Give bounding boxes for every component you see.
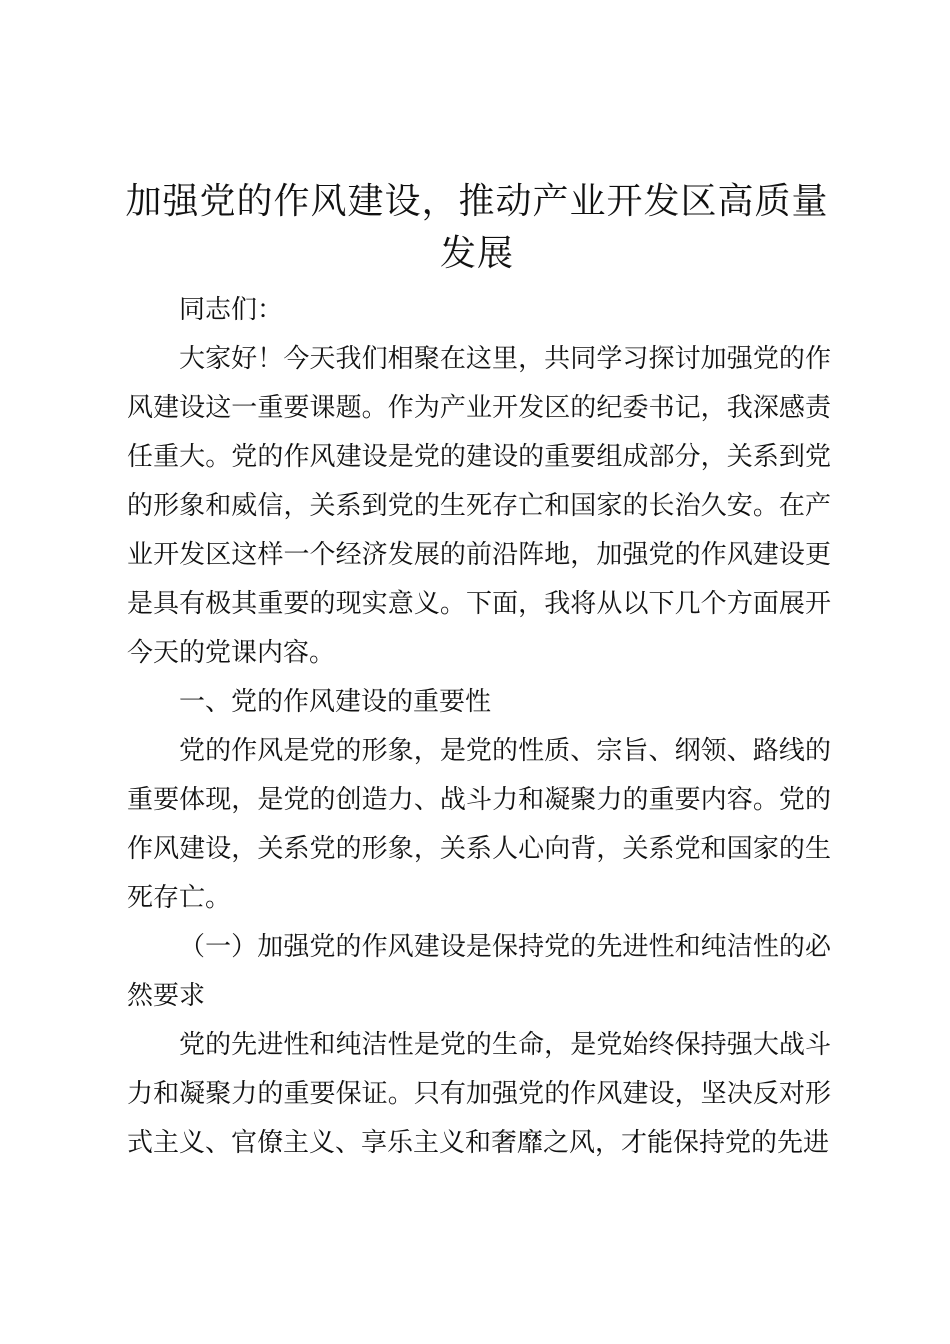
subsection-heading-1: （一）加强党的作风建设是保持党的先进性和纯洁性的必然要求 <box>127 932 831 1011</box>
document-title: 加强党的作风建设，推动产业开发区高质量发展 <box>125 181 829 274</box>
section-heading-1: 一、党的作风建设的重要性 <box>179 687 492 717</box>
salutation: 同志们： <box>179 295 284 325</box>
paragraph-section-1: 党的作风是党的形象，是党的性质、宗旨、纲领、路线的重要体现，是党的创造力、战斗力和凝聚力的重要内容。党的作风建设，关系党的形象，关系人心向背，关系党和国家的生死存亡。 <box>127 736 831 913</box>
paragraph-intro: 大家好！今天我们相聚在这里，共同学习探讨加强党的作风建设这一重要课题。作为产业开发区的纪委书记，我深感责任重大。党的作风建设是党的建设的重要组成部分，关系到党的形象和威信，关系到党的生死存亡和国家的长治久安。在产业开发区这样一个经济发展的前沿阵地，加强党的作风建设更是具有极其重要的现实意义。下面，我将从以下几个方面展开今天的党课内容。 <box>127 344 831 668</box>
paragraph-subsection-1: 党的先进性和纯洁性是党的生命，是党始终保持强大战斗力和凝聚力的重要保证。只有加强党的作风建设，坚决反对形式主义、官僚主义、享乐主义和奢靡之风，才能保持党的先进 <box>127 1030 831 1158</box>
document-body <box>127 286 831 1168</box>
